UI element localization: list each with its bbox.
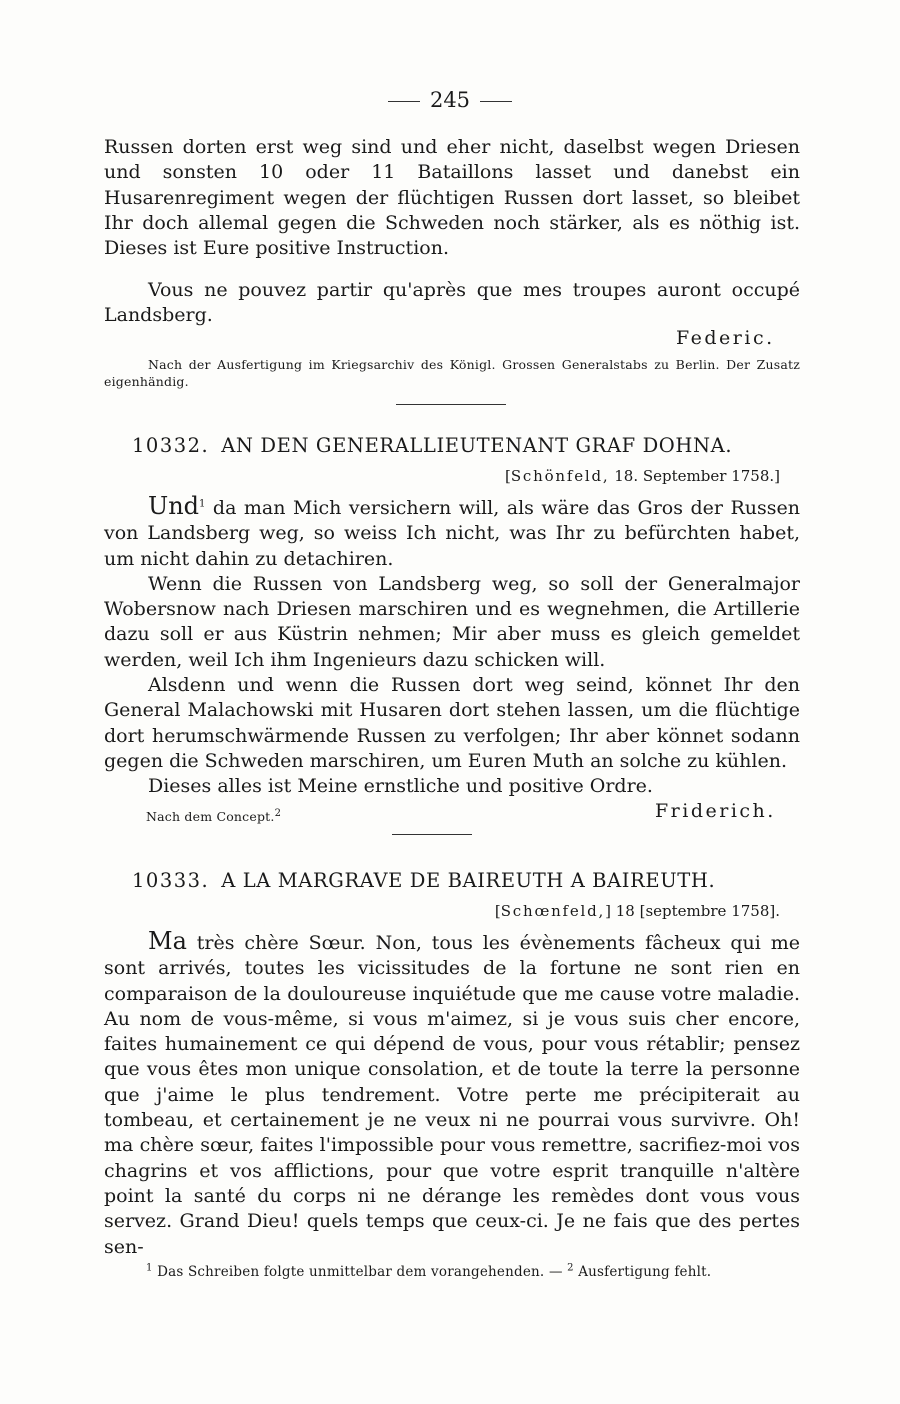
letter-heading-10332: [132, 434, 732, 457]
paragraph: Alsdenn und wenn die Russen dort weg seind, könnet Ihr den General Malachowski mit Husaren dort stehen lassen, um die flüchtige dort herumschwärmende Russen zu verfolgen; Ihr aber könnet sodann gegen die Schweden marschiren, um Euren Muth an solche zu kühlen.: [104, 674, 800, 772]
divider: [480, 101, 512, 102]
paragraph: Ma très chère Sœur. Non, tous les évènements fâcheux qui me sont arrivés, toutes les vicissitudes de la fortune ne sont rien en comparaison de la douloureuse inquiétude que me cause votre maladie. Au nom de vous-même, si vous m'aimez, si je vous suis cher encore, faites humainement ce qui dépend de vous, pour vous rétablir; pensez que vous êtes mon unique consolation, et de toute la terre la personne que j'aime le plus tendrement. Votre perte me précipiterait au tombeau, et certainement je ne veux ni ne pourrai vous survivre. Oh! ma chère sœur, faites l'impossible pour vous remettre, sacrifiez-moi vos chagrins et vos afflictions, pour que votre esprit tranquille n'altère point la santé du corps ni ne dérange les remèdes dont vous vous servez. Grand Dieu! quels temps que ceux-ci. Je ne fais que des pertes sen-: [104, 927, 800, 1258]
footnotes: $^1$ Das Schreiben folgte unmittelbar dem vorangehenden. — $^2$ Ausfertigung fehlt.: [146, 1262, 712, 1280]
initial-word: Und: [148, 492, 200, 520]
footnote-marker: 1: [199, 498, 206, 510]
paragraph: Dieses alles ist Meine ernstliche und positive Ordre.: [148, 775, 653, 798]
section-rule: [396, 404, 506, 405]
letter-title: A LA MARGRAVE DE BAIREUTH A BAIREUTH.: [221, 869, 716, 892]
letter-body-10332: [104, 494, 800, 800]
french-addendum: Vous ne pouvez partir qu'après que mes troupes auront occupé Landsberg.: [104, 279, 800, 327]
signature-friderich: Friderich.: [655, 800, 776, 822]
divider: [388, 101, 420, 102]
source-note-concept: Nach dem Concept.$^2$: [146, 807, 282, 824]
paragraph: Wenn die Russen von Landsberg weg, so soll der Generalmajor Wobersnow nach Driesen marschiren und es wegnehmen, die Artillerie dazu soll er aus Küstrin nehmen; Mir aber muss es gleich gemeldet werden, weil Ich ihm Ingenieurs dazu schicken will.: [104, 572, 800, 671]
letter-heading-10333: [132, 869, 715, 892]
letter-number: 10332.: [132, 434, 210, 457]
letter-number: 10333.: [132, 869, 210, 892]
paragraph: Und$^1$ da man Mich versichern will, als wäre das Gros der Russen von Landsberg weg, so weiss Ich nicht, was Ihr zu befürchten habet, um nicht dahin zu detachiren.: [104, 492, 800, 570]
letter-title: AN DEN GENERALLIEUTENANT GRAF DOHNA.: [221, 434, 733, 457]
dateline-10332: [Schönfeld, 18. September 1758.]: [505, 467, 780, 485]
section-rule: [392, 834, 472, 835]
source-note: Nach der Ausfertigung im Kriegsarchiv des Königl. Grossen Generalstabs zu Berlin. Der Zusatz eigenhändig.: [104, 357, 800, 389]
initial-word: Ma: [148, 927, 187, 955]
continued-paragraph: Russen dorten erst weg sind und eher nicht, daselbst wegen Driesen und sonsten 10 oder 11 Bataillons lasset und danebst ein Husarenregiment wegen der flüchtigen Russen dort lasset, so bleibet Ihr doch allemal gegen die Schweden noch stärker, als es nöthig ist. Dieses ist Eure positive Instruction.: [104, 136, 800, 260]
signature-federic: Federic.: [676, 327, 775, 349]
dateline-10333: [Schœnfeld,] 18 [septembre 1758].: [494, 902, 780, 920]
page-number: 245: [0, 88, 900, 112]
letter-body-10333: [104, 929, 800, 1260]
